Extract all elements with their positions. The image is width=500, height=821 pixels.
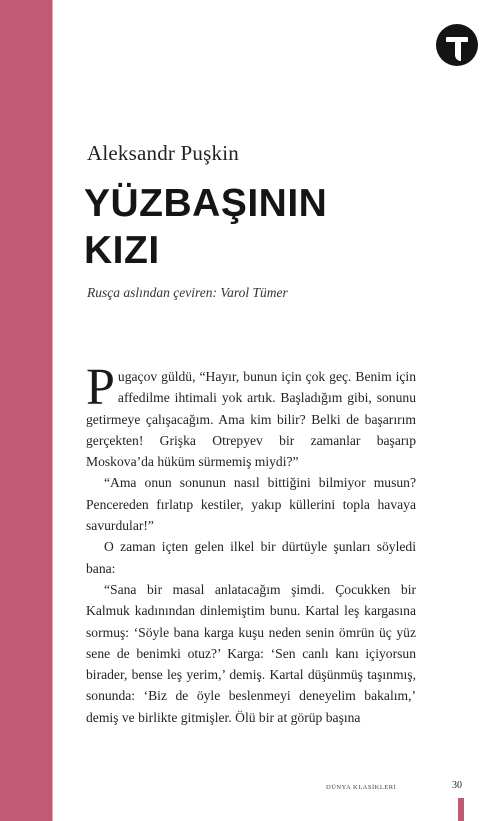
page-edge-marker (458, 798, 464, 821)
body-text (86, 359, 416, 728)
series-name: DÜNYA KLASİKLERİ (326, 784, 397, 791)
author-name: Aleksandr Puşkin (87, 141, 239, 165)
translator-credit: Rusça aslından çeviren: Varol Tümer (87, 285, 288, 300)
paragraph: “Sana bir masal anlatacağım şimdi. Çocukken bir Kalmuk kadınından dinlemiştim bunu. Kartal leş kargasına sormuş: ‘Söyle bana karga kuşu neden senin ömrün üç yüz sene de benimki otuz?’ Karga: ‘Sen canlı kanı içiyorsun birader, bense leş yerim,’ demiş. Kartal düşünmüş taşınmış, sonunda: ‘Biz de öyle beslenmeyi deneyelim bakalım,’ demiş ve birlikte gitmişler. Ölü bir at görüp başına (86, 581, 416, 725)
book-title-line-2: KIZI (84, 229, 160, 272)
publisher-logo-icon (436, 24, 478, 66)
paragraph: “Ama onun sonunun nasıl bittiğini bilmiyor musun? Pencereden fırlatıp kestiler, yakıp küllerini topla havaya savurdular!” (86, 475, 416, 534)
book-title-line-1: YÜZBAŞININ (84, 182, 328, 225)
book-title (84, 180, 327, 274)
paragraph: Pugaçov güldü, “Hayır, bunun için çok geç. Benim için affedilme ihtimali yok artık. Başladığım gibi, sonunu getirmeye çalışacağım. Ama kim bilir? Belki de başarırım gerçekten! Grişka Otrepyev bir zamanlar başarıp Moskova’da hüküm sürmemiş miydi?” (86, 359, 416, 470)
spine-edge (52, 0, 53, 821)
page-number: 30 (452, 780, 462, 791)
drop-cap: P (86, 359, 115, 416)
paragraph: O zaman içten gelen ilkel bir dürtüyle şunları söyledi bana: (86, 539, 416, 576)
book-spine-strip (0, 0, 52, 821)
